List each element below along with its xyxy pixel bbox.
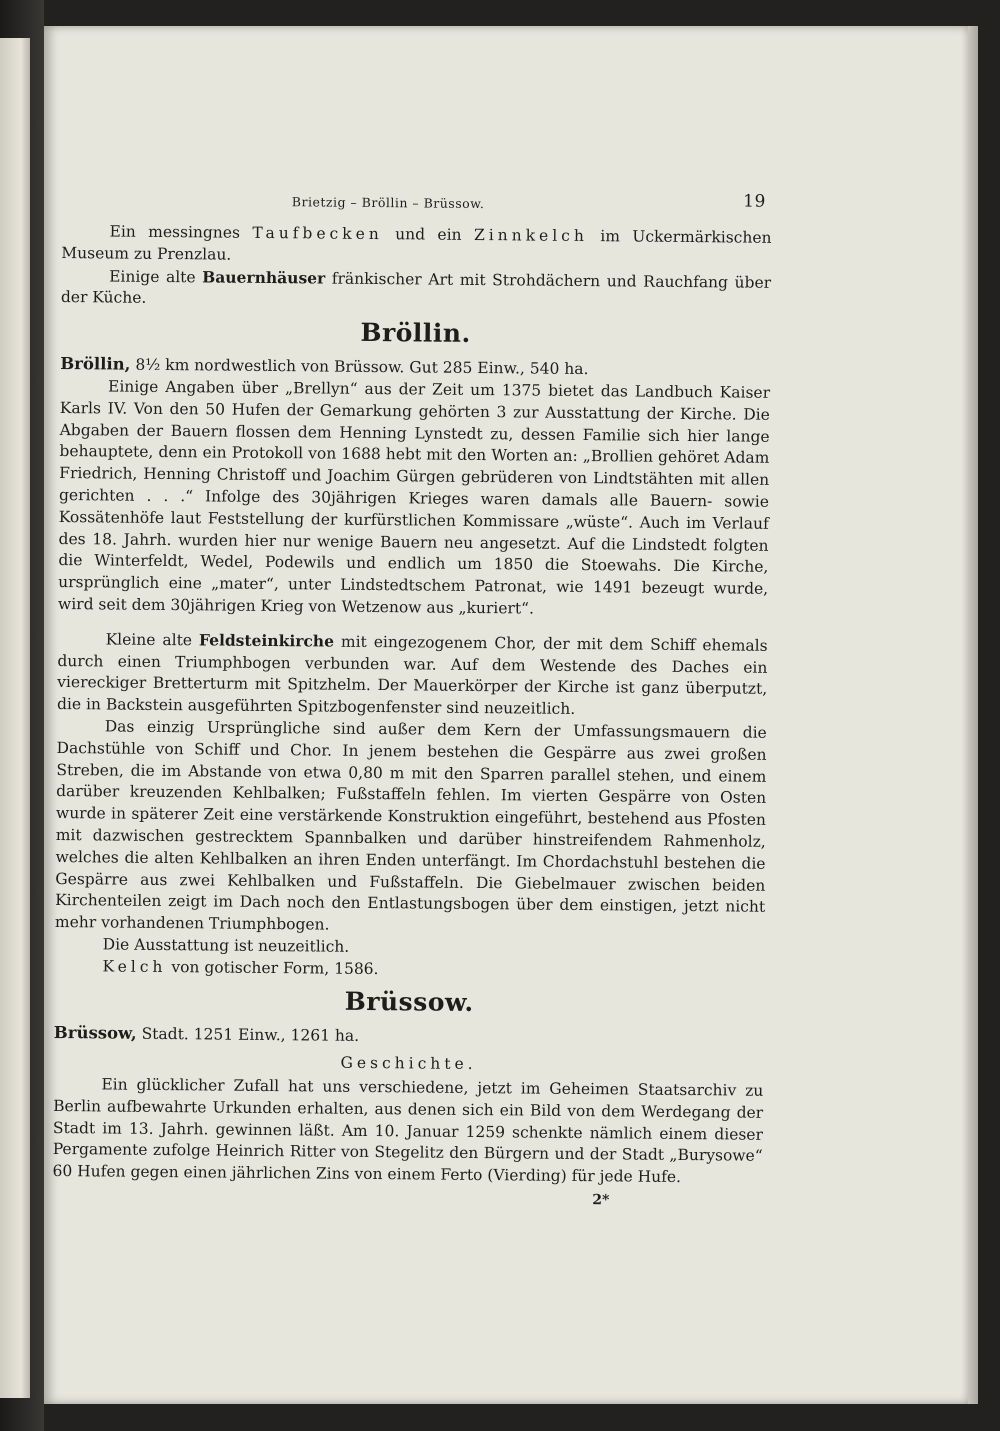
text-run: im Uckermärkischen Museum zu Prenzlau.: [61, 227, 772, 264]
page-stack-edge: [968, 26, 978, 1404]
text-run: und ein: [382, 225, 475, 244]
entry-name: Bröllin,: [60, 354, 131, 374]
subheading-history: Geschichte.: [340, 1054, 477, 1074]
intro-paragraph-font: [61, 221, 771, 271]
bold-term: Bauernhäuser: [202, 266, 326, 288]
text-run: von gotischer Form, 1586.: [166, 957, 379, 978]
text-run: Ein messingnes: [109, 222, 253, 242]
section-title-broellin: Bröllin.: [360, 318, 471, 349]
page-text-block: [52, 185, 772, 1212]
running-head-title: Brietzig – Bröllin – Brüssow.: [291, 194, 485, 212]
bold-term: Feldsteinkirche: [198, 630, 335, 651]
entry-bruessow: [54, 1021, 764, 1051]
facing-page-edge: [0, 38, 30, 1398]
section-title-bruessow: Brüssow.: [344, 986, 474, 1017]
text-run: fränkischer Art mit Strohdächern und Rauchfang über der Küche.: [60, 269, 772, 308]
entry-text: 8½ km nordwestlich von Brüssow. Gut 285 Einw., 540 ha.: [130, 355, 589, 379]
broellin-history-paragraph: Einige Angaben über „Brellyn“ aus der Zeit um 1375 bietet das Landbuch Kaiser Karls IV. Von den 50 Hufen der Gemarkung gehörten 3 zur Ausstattung der Kirche. Die Abgaben der Bauern flossen dem Henning Lynstedt zu, dessen Familie sich hier lange behauptete, denn ein Protokoll von 1688 hebt mit den Worten an: „Brollien gehöret Adam Friedrich, Henning Christoff und Joachim Gürgen gebrüderen von Lindtstähten mit allen gerichten . . .“ Infolge des 30jährigen Krieges waren damals alle Bauern- sowie Kossätenhöfe laut Feststellung der kurfürstlichen Kommissare „wüste“. Auch im Verlauf des 18. Jahrh. wurden hier nur wenige Bauern neu angesetzt. Auf die Lindstedt folgten die Winterfeldt, Wedel, Podewils und endlich um 1850 die Stoewahs. Die Kirche, ursprünglich eine „mater“, unter Lindstedtschem Patronat, wie 1491 bezeugt wurde, wird seit dem 30jährigen Krieg von Wetzenow aus „kuriert“.: [57, 377, 771, 618]
page-number: 19: [743, 191, 766, 212]
entry-text: Stadt. 1251 Einw., 1261 ha.: [136, 1024, 360, 1045]
bruessow-history-paragraph: Ein glücklicher Zufall hat uns verschiedene, jetzt im Geheimen Staatsarchiv zu Berlin aufbewahrte Urkunden erhalten, aus denen sich ein Bild von dem Werdegang der Stadt im 13. Jahrh. gewinnen läßt. Am 10. Januar 1259 schenkte nämlich einem dieser Pergamente zufolge Heinrich Ritter von Stegelitz den Bürgern und der Stadt „Burysowe“ 60 Hufen gegen einen jährlichen Zins von einem Ferto (Vierding) für jede Hufe.: [52, 1075, 764, 1187]
signature-text: 2*: [592, 1192, 610, 1209]
spaced-term: Taufbecken: [252, 223, 383, 244]
text-run: mit eingezogenem Chor, der mit dem Schiff ehemals durch einen Triumphbogen verbunden war. Auf dem Westende des Daches ein viereckiger Bretterturm mit Spitzhelm. Der Mauerkörper der Kirche ist ganz überputzt, die in Backstein ausgeführten Spitzbogenfenster sind neuzeitlich.: [56, 632, 768, 719]
intro-paragraph-houses: [61, 265, 771, 316]
entry-name: Brüssow,: [53, 1022, 137, 1043]
running-head: [62, 185, 772, 218]
spaced-term: Zinnkelch: [473, 225, 588, 246]
broellin-church-paragraph: [57, 628, 768, 723]
text-run: Einige alte: [109, 267, 203, 286]
spaced-term: Kelch: [102, 957, 167, 976]
text-run: Kleine alte: [105, 630, 200, 650]
broellin-roof-paragraph: Das einzig Ursprüngliche sind außer dem Kern der Umfassungsmauern die Dachstühle von Schiff und Chor. In jenem bestehen die Gespärre aus zwei großen Streben, die im Abstande von etwa 0,80 m mit den Sparren parallel stehen, und einem darüber kreuzenden Kehlbalken; Fußstaffeln fehlen. Im vierten Gespärre von Osten wurde in späterer Zeit eine verstärkende Konstruktion eingeführt, bestehend aus Pfosten mit dazwischen gestrecktem Spannbalken und darüber hinstreifendem Rahmenholz, welches die alten Kehlbalken an ihren Enden unterfängt. Im Chordachstuhl bestehen die Gespärre aus zwei Kehlbalken und Fußstaffeln. Die Giebelmauer zwischen beiden Kirchenteilen zeigt im Dach noch den Entlastungsbogen über dem einstigen, jetzt nicht mehr vorhandenen Triumphbogen.: [54, 717, 767, 934]
broellin-furnishing-paragraph: Die Ausstattung ist neuzeitlich.: [102, 935, 350, 956]
